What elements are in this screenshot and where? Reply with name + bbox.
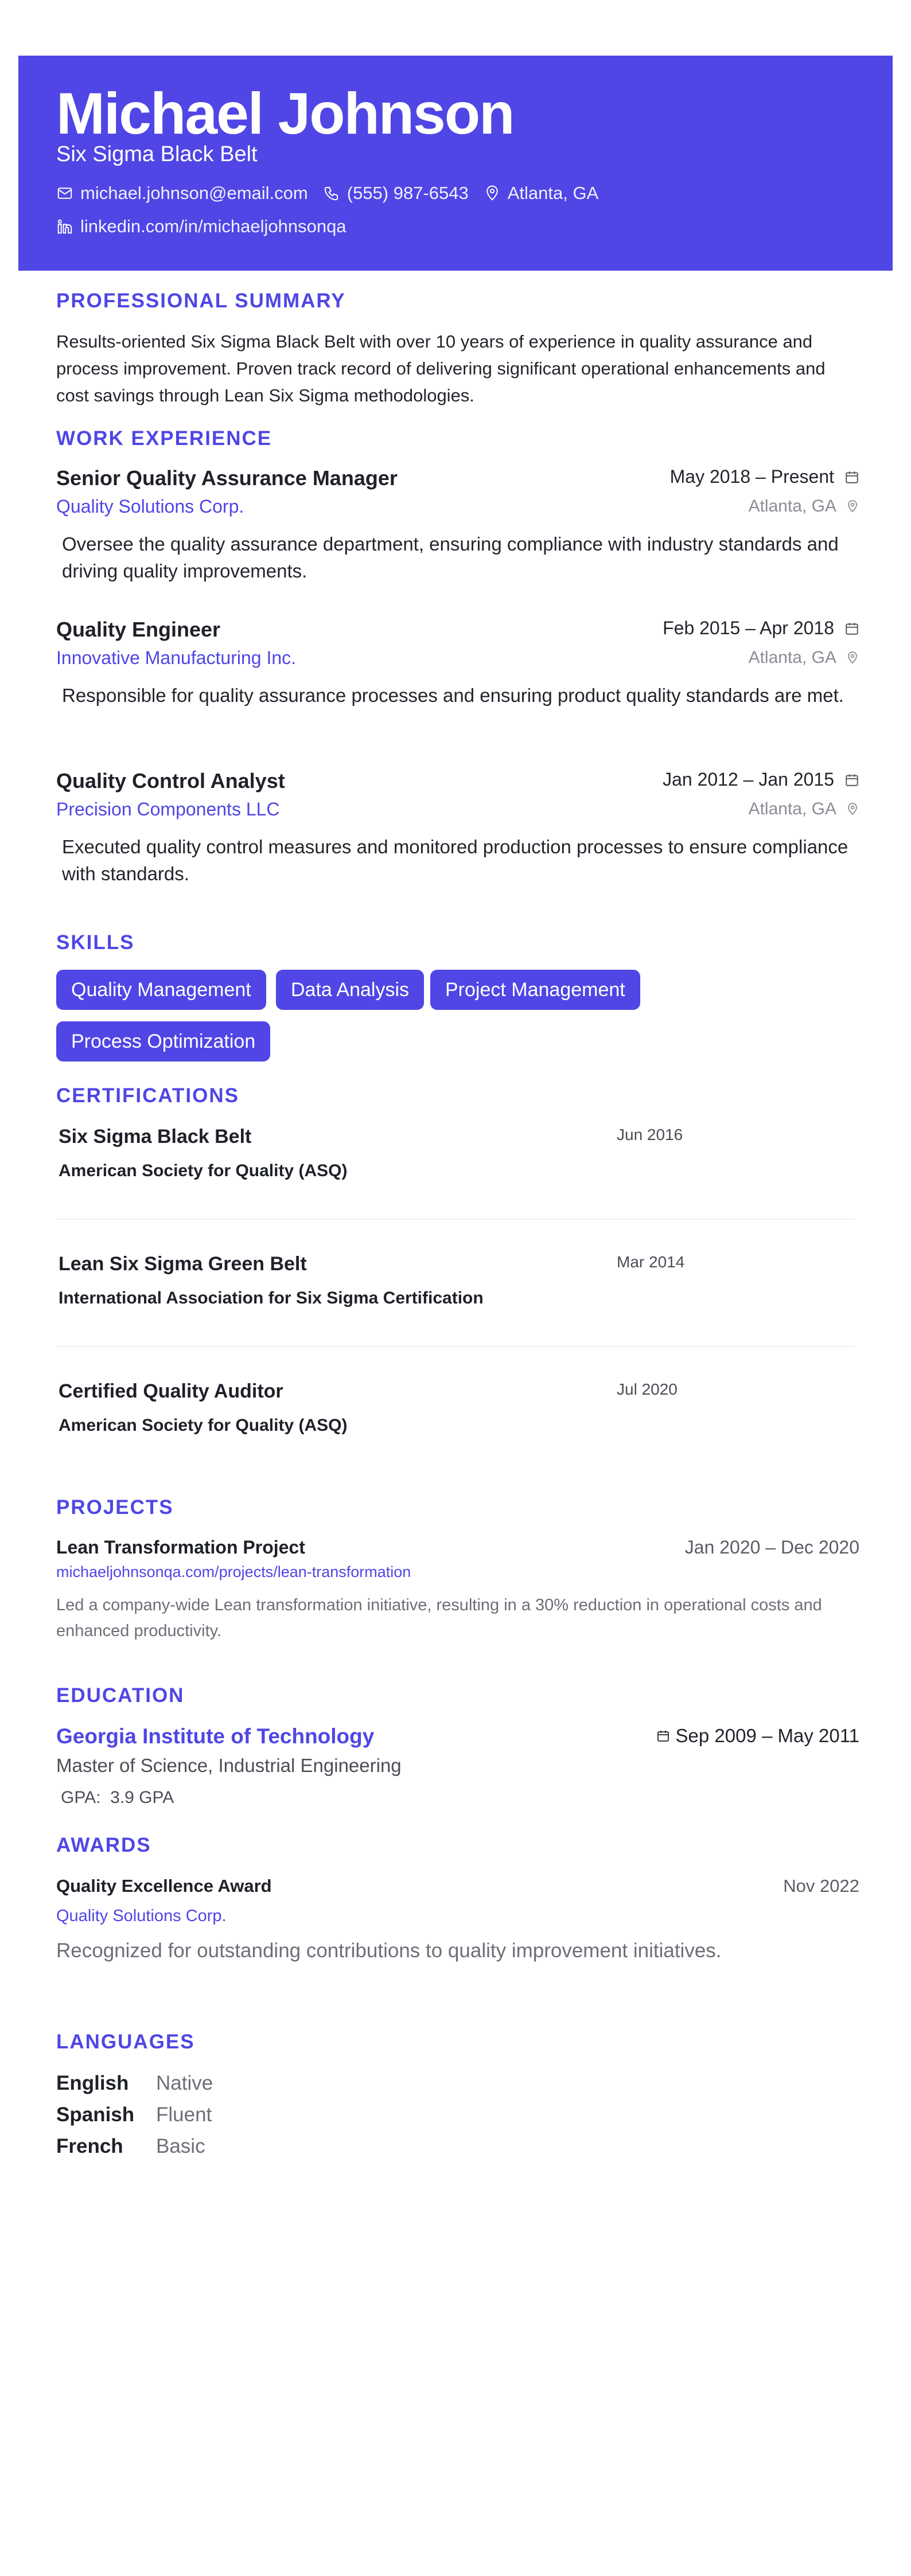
education-school: Georgia Institute of Technology [56, 1724, 375, 1748]
gpa-value: 3.9 GPA [110, 1788, 174, 1807]
skill-chip: Data Analysis [276, 970, 424, 1010]
language-level: Fluent [156, 2103, 212, 2126]
job-description: Oversee the quality assurance department, ensuring compliance with industry standards and driving quality improvements. [62, 533, 839, 581]
linkedin-icon [56, 218, 73, 235]
contact-email[interactable] [56, 183, 308, 204]
candidate-name: Michael Johnson [56, 81, 514, 146]
education-dates-text: Sep 2009 – May 2011 [675, 1725, 859, 1746]
skill-chip: Process Optimization [56, 1021, 270, 1061]
award-name: Quality Excellence Award [56, 1876, 272, 1896]
language-name: Spanish [56, 2103, 135, 2126]
language-name: English [56, 2072, 129, 2094]
certifications-heading: CERTIFICATIONS [56, 1084, 240, 1107]
cert-date: Mar 2014 [617, 1253, 685, 1271]
job-dates-text: Jan 2012 – Jan 2015 [663, 769, 834, 790]
cert-date: Jul 2020 [617, 1380, 678, 1398]
calendar-icon [656, 1729, 670, 1743]
contact-row [56, 183, 613, 204]
contact-location [484, 183, 599, 204]
language-level: Native [156, 2072, 213, 2094]
award-date: Nov 2022 [783, 1876, 859, 1896]
award-description: Recognized for outstanding contributions to quality improvement initiatives. [56, 1939, 722, 1962]
cert-name: Lean Six Sigma Green Belt [59, 1253, 307, 1275]
calendar-icon [844, 621, 859, 636]
map-pin-icon [846, 499, 859, 513]
contact-row-2 [56, 216, 361, 237]
skills-heading: SKILLS [56, 931, 135, 954]
job-dates-text: Feb 2015 – Apr 2018 [663, 618, 834, 638]
map-pin-icon [484, 185, 501, 202]
job-location [749, 497, 859, 516]
job-company: Innovative Manufacturing Inc. [56, 647, 297, 668]
language-level: Basic [156, 2135, 205, 2157]
map-pin-icon [846, 802, 859, 816]
contact-phone[interactable] [323, 183, 469, 204]
linkedin-text: linkedin.com/in/michaeljohnsonqa [80, 216, 347, 236]
cert-name: Six Sigma Black Belt [59, 1126, 252, 1148]
project-dates: Jan 2020 – Dec 2020 [684, 1537, 859, 1558]
cert-org: American Society for Quality (ASQ) [59, 1161, 348, 1180]
job-location-text: Atlanta, GA [748, 799, 836, 818]
gpa-label: GPA: [61, 1788, 101, 1807]
languages-heading: LANGUAGES [56, 2031, 195, 2053]
candidate-title: Six Sigma Black Belt [56, 142, 258, 166]
cert-org: International Association for Six Sigma Certification [59, 1289, 484, 1307]
language-name: French [56, 2135, 123, 2157]
experience-heading: WORK EXPERIENCE [56, 427, 272, 450]
job-location [749, 799, 859, 819]
location-text: Atlanta, GA [507, 183, 599, 203]
divider [56, 1219, 855, 1220]
job-company: Precision Components LLC [56, 799, 280, 819]
cert-org: American Society for Quality (ASQ) [59, 1416, 348, 1435]
skill-chip: Quality Management [56, 970, 266, 1010]
job-title: Quality Engineer [56, 618, 221, 641]
education-gpa [61, 1788, 174, 1808]
job-company: Quality Solutions Corp. [56, 496, 244, 517]
awards-heading: AWARDS [56, 1834, 151, 1856]
project-name: Lean Transformation Project [56, 1537, 305, 1558]
skill-chip: Project Management [430, 970, 640, 1010]
education-degree: Master of Science, Industrial Engineering [56, 1755, 402, 1776]
award-org: Quality Solutions Corp. [56, 1907, 227, 1925]
job-dates-text: May 2018 – Present [669, 466, 834, 487]
job-location-text: Atlanta, GA [748, 497, 836, 516]
job-dates [663, 769, 859, 790]
calendar-icon [844, 772, 859, 787]
project-description: Led a company-wide Lean transformation initiative, resulting in a 30% reduction in operational costs and enhanced productivity. [56, 1596, 822, 1640]
education-heading: EDUCATION [56, 1684, 185, 1707]
phone-text: (555) 987-6543 [347, 183, 469, 203]
job-title: Quality Control Analyst [56, 769, 285, 793]
education-dates [656, 1725, 859, 1747]
cert-name: Certified Quality Auditor [59, 1380, 283, 1402]
calendar-icon [844, 470, 859, 485]
job-description: Responsible for quality assurance processes and ensuring product quality standards are met. [62, 685, 844, 706]
divider [56, 1346, 855, 1347]
job-dates [670, 466, 859, 487]
summary-text: Results-oriented Six Sigma Black Belt with over 10 years of experience in quality assurance and process improvement. Proven track record of delivering significant operational enhancements and cost savings through Lean Six Sigma methodologies. [56, 331, 826, 405]
job-description: Executed quality control measures and monitored production processes to ensure compliance with standards. [62, 836, 848, 884]
job-location [749, 648, 859, 668]
phone-icon [323, 185, 340, 202]
job-dates [663, 618, 859, 639]
summary-heading: PROFESSIONAL SUMMARY [56, 290, 346, 312]
job-title: Senior Quality Assurance Manager [56, 466, 398, 490]
resume-header [18, 56, 893, 271]
email-text: michael.johnson@email.com [80, 183, 308, 203]
projects-heading: PROJECTS [56, 1496, 174, 1519]
job-location-text: Atlanta, GA [748, 648, 836, 667]
project-link[interactable]: michaeljohnsonqa.com/projects/lean-transformation [56, 1563, 411, 1580]
map-pin-icon [846, 651, 859, 665]
contact-linkedin[interactable] [56, 216, 347, 237]
cert-date: Jun 2016 [617, 1126, 683, 1143]
mail-icon [56, 185, 73, 202]
